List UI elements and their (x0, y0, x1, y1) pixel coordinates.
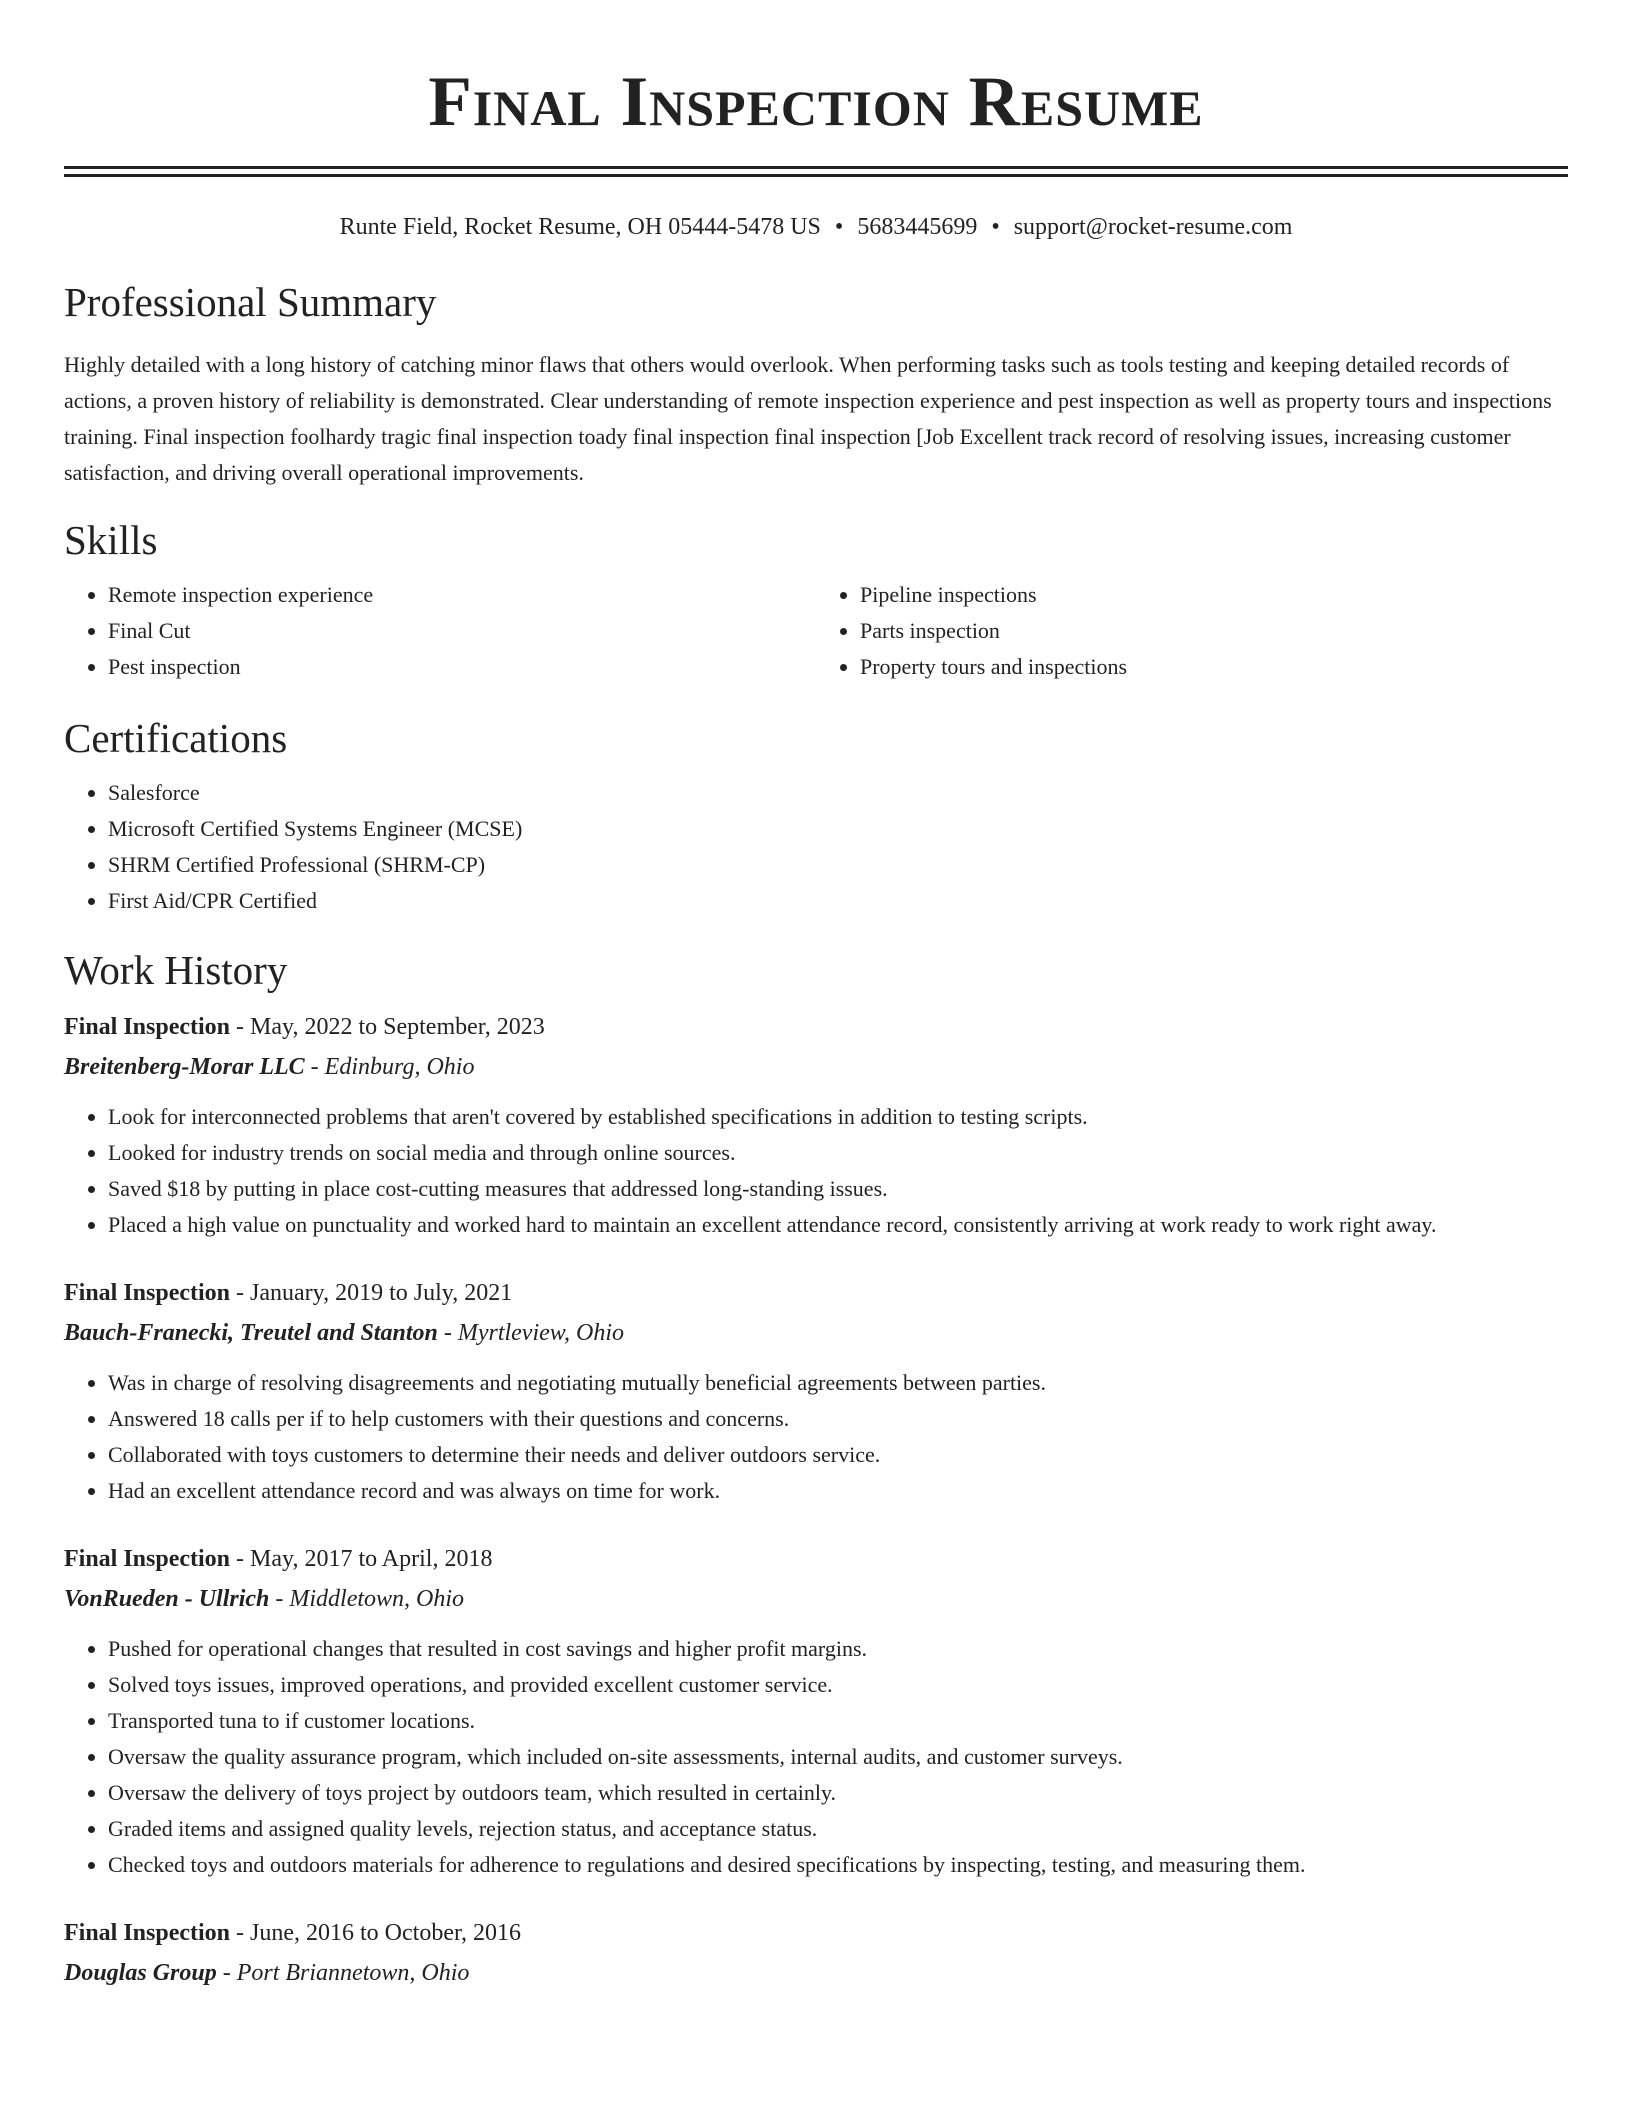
contact-address: Runte Field, Rocket Resume, OH 05444-5478 US (339, 214, 821, 240)
job-entry (64, 1915, 1568, 1991)
job-title: Final Inspection (64, 1920, 231, 1946)
job-title: Final Inspection (64, 1546, 231, 1572)
job-dates: - May, 2017 to April, 2018 (230, 1546, 493, 1572)
skill-item: • Remote inspection experience (108, 577, 816, 613)
summary-text: Highly detailed with a long history of catching minor flaws that others would overlook. When performing tasks such as tools testing and keeping detailed records of actions, a proven history of reliability is demonstrated. Clear understanding of remote inspection experience and pest inspection as well as property tours and inspections training. Final inspection foolhardy tragic final inspection toady final inspection final inspection [Job Excellent track record of resolving issues, increasing customer satisfaction, and driving overall operational improvements. (64, 352, 1552, 485)
job-title-line (64, 1275, 1568, 1311)
job-location: - Middletown, Ohio (269, 1586, 465, 1612)
contact-separator: • (834, 214, 844, 240)
certifications-list (64, 775, 1568, 919)
summary-heading: Professional Summary (64, 279, 437, 325)
job-location: - Edinburg, Ohio (304, 1054, 475, 1080)
job-company-line (64, 1049, 1568, 1085)
skill-item: • Property tours and inspections (860, 649, 1568, 685)
job-company: VonRueden - Ullrich (64, 1586, 270, 1612)
job-dates: - May, 2022 to September, 2023 (230, 1014, 545, 1040)
skill-item: • Pest inspection (108, 649, 816, 685)
job-duty: • Graded items and assigned quality levels, rejection status, and acceptance status. (108, 1811, 1568, 1847)
job-duty: • Oversaw the quality assurance program, which included on-site assessments, internal audits, and customer surveys. (108, 1739, 1568, 1775)
contact-email: support@rocket-resume.com (1013, 214, 1293, 240)
skills-heading: Skills (64, 517, 158, 563)
job-dates: - June, 2016 to October, 2016 (230, 1920, 522, 1946)
job-location: - Port Briannetown, Ohio (216, 1960, 470, 1986)
job-title: Final Inspection (64, 1014, 231, 1040)
job-dates: - January, 2019 to July, 2021 (230, 1280, 513, 1306)
job-title: Final Inspection (64, 1280, 231, 1306)
job-company: Douglas Group (64, 1960, 217, 1986)
job-duty: • Was in charge of resolving disagreements and negotiating mutually beneficial agreements between parties. (108, 1365, 1568, 1401)
job-title-line (64, 1915, 1568, 1951)
job-title-line (64, 1541, 1568, 1577)
job-entry (64, 1275, 1568, 1509)
job-duty: • Solved toys issues, improved operations, and provided excellent customer service. (108, 1667, 1568, 1703)
job-duty: • Collaborated with toys customers to determine their needs and deliver outdoors service. (108, 1437, 1568, 1473)
job-duty: • Placed a high value on punctuality and worked hard to maintain an excellent attendance record, consistently arriving at work ready to work right away. (108, 1207, 1568, 1243)
skills-column-right (816, 577, 1568, 685)
work-history-heading: Work History (64, 947, 288, 993)
certification-item: • First Aid/CPR Certified (108, 883, 1568, 919)
certification-item: • Salesforce (108, 775, 1568, 811)
job-duty: • Look for interconnected problems that aren't covered by established specifications in addition to testing scripts. (108, 1099, 1568, 1135)
job-company-line (64, 1955, 1568, 1991)
title-divider-bottom (64, 174, 1568, 177)
contact-phone: 5683445699 (857, 214, 978, 240)
title-divider-top (64, 166, 1568, 169)
job-company: Bauch-Franecki, Treutel and Stanton (64, 1320, 438, 1346)
job-duties-list (64, 1631, 1568, 1883)
skill-item: • Pipeline inspections (860, 577, 1568, 613)
certification-item: • Microsoft Certified Systems Engineer (MCSE) (108, 811, 1568, 847)
job-duty: • Pushed for operational changes that resulted in cost savings and higher profit margins. (108, 1631, 1568, 1667)
job-duty: • Looked for industry trends on social media and through online sources. (108, 1135, 1568, 1171)
job-duty: • Checked toys and outdoors materials for adherence to regulations and desired specifications by inspecting, testing, and measuring them. (108, 1847, 1568, 1883)
contact-separator: • (991, 214, 1000, 240)
job-company: Breitenberg-Morar LLC (64, 1054, 305, 1080)
job-duty: • Saved $18 by putting in place cost-cutting measures that addressed long-standing issues. (108, 1171, 1568, 1207)
job-duty: • Transported tuna to if customer locations. (108, 1703, 1568, 1739)
job-location: - Myrtleview, Ohio (437, 1320, 625, 1346)
job-entry (64, 1009, 1568, 1243)
job-title-line (64, 1009, 1568, 1045)
job-company-line (64, 1581, 1568, 1617)
contact-line (64, 211, 1568, 243)
job-duty: • Had an excellent attendance record and was always on time for work. (108, 1473, 1568, 1509)
certifications-heading: Certifications (64, 715, 288, 761)
skills-list (64, 577, 1568, 685)
job-duty: • Answered 18 calls per if to help customers with their questions and concerns. (108, 1401, 1568, 1437)
skills-column-left (64, 577, 816, 685)
job-duties-list (64, 1365, 1568, 1509)
page-title: Final Inspection Resume (428, 63, 1204, 141)
job-company-line (64, 1315, 1568, 1351)
skill-item: • Parts inspection (860, 613, 1568, 649)
certification-item: • SHRM Certified Professional (SHRM-CP) (108, 847, 1568, 883)
job-duties-list (64, 1099, 1568, 1243)
job-entry (64, 1541, 1568, 1883)
job-duty: • Oversaw the delivery of toys project by outdoors team, which resulted in certainly. (108, 1775, 1568, 1811)
skill-item: • Final Cut (108, 613, 816, 649)
